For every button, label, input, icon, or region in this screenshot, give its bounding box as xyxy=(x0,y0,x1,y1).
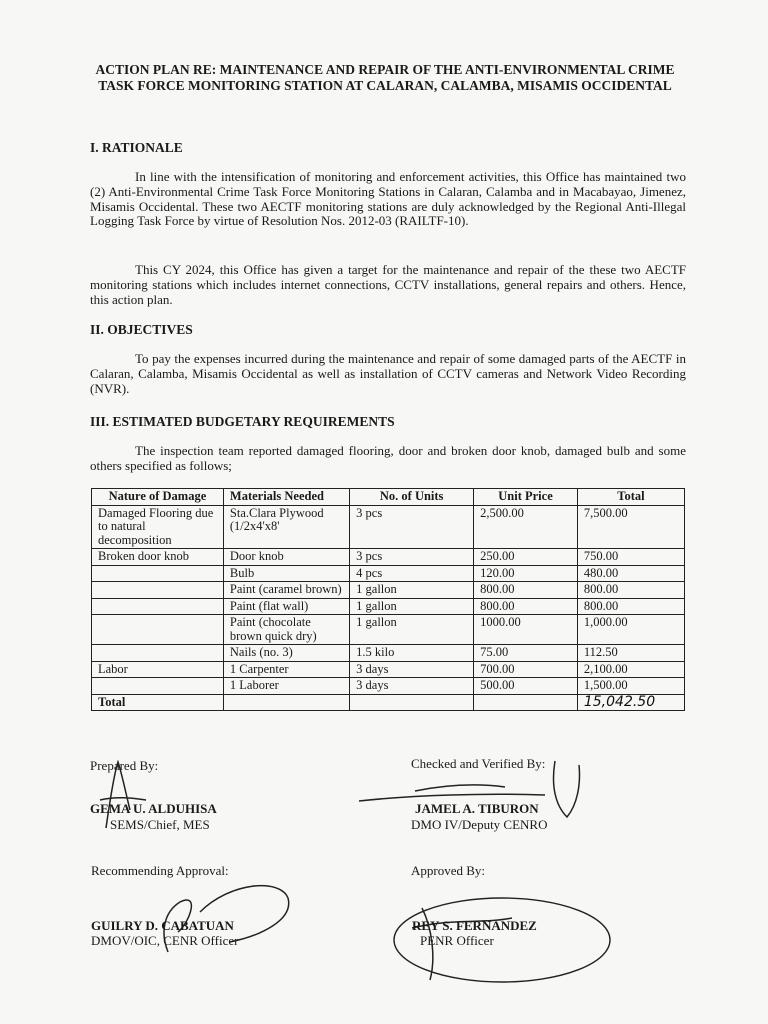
cell-units: 1 gallon xyxy=(350,598,474,615)
cell-damage xyxy=(92,645,224,662)
checked-by-position: DMO IV/Deputy CENRO xyxy=(411,817,548,832)
budget-heading: III. ESTIMATED BUDGETARY REQUIREMENTS xyxy=(90,414,395,429)
checked-by-label: Checked and Verified By: xyxy=(411,756,546,771)
cell-damage: Labor xyxy=(92,661,224,678)
recommending-approval-label: Recommending Approval: xyxy=(91,863,229,878)
table-row xyxy=(92,582,685,599)
cell-unit-price: 500.00 xyxy=(474,678,578,695)
objectives-heading: II. OBJECTIVES xyxy=(90,322,193,337)
total-label: Total xyxy=(92,694,224,711)
empty-cell xyxy=(223,694,349,711)
header-total: Total xyxy=(577,489,684,506)
cell-damage xyxy=(92,615,224,645)
budget-table xyxy=(91,488,685,711)
budget-header-row xyxy=(92,489,685,506)
document-title: ACTION PLAN RE: MAINTENANCE AND REPAIR OF THE ANTI-ENVIRONMENTAL CRIME TASK FORCE MONITORING STATION AT CALARAN, CALAMBA, MISAMIS OCCIDENTAL xyxy=(95,62,675,93)
cell-units: 1 gallon xyxy=(350,582,474,599)
cell-total: 750.00 xyxy=(577,549,684,566)
cell-damage xyxy=(92,565,224,582)
prepared-by-position: SEMS/Chief, MES xyxy=(110,817,210,832)
budget-intro: The inspection team reported damaged flooring, door and broken door knob, damaged bulb and some others specified as follows; xyxy=(90,443,686,473)
cell-total: 800.00 xyxy=(577,598,684,615)
cell-units: 1 gallon xyxy=(350,615,474,645)
table-row xyxy=(92,661,685,678)
cell-damage: Damaged Flooring due to natural decomposition xyxy=(92,505,224,549)
cell-total: 1,000.00 xyxy=(577,615,684,645)
cell-units: 1.5 kilo xyxy=(350,645,474,662)
rationale-heading: I. RATIONALE xyxy=(90,140,183,155)
cell-units: 3 days xyxy=(350,678,474,695)
cell-damage xyxy=(92,582,224,599)
cell-unit-price: 800.00 xyxy=(474,582,578,599)
header-materials-needed: Materials Needed xyxy=(223,489,349,506)
cell-total: 480.00 xyxy=(577,565,684,582)
cell-material: Paint (chocolate brown quick dry) xyxy=(223,615,349,645)
approved-by-position: PENR Officer xyxy=(420,933,494,948)
objectives-paragraph: To pay the expenses incurred during the maintenance and repair of some damaged parts of the AECTF in Calaran, Calamba, Misamis Occidental as well as installation of CCTV cameras and Network Video Recording (NVR). xyxy=(90,351,686,396)
cell-material: Paint (caramel brown) xyxy=(223,582,349,599)
checked-by-name: JAMEL A. TIBURON xyxy=(415,801,539,816)
cell-unit-price: 1000.00 xyxy=(474,615,578,645)
cell-damage: Broken door knob xyxy=(92,549,224,566)
cell-unit-price: 2,500.00 xyxy=(474,505,578,549)
cell-material: Sta.Clara Plywood (1/2x4'x8' xyxy=(223,505,349,549)
cell-units: 3 days xyxy=(350,661,474,678)
handwritten-total: 15,042.50 xyxy=(577,694,684,711)
rationale-paragraph-2: This CY 2024, this Office has given a target for the maintenance and repair of the these two AECTF monitoring stations which includes internet connections, CCTV installations, general repairs and others. Hence, this action plan. xyxy=(90,262,686,307)
empty-cell xyxy=(474,694,578,711)
cell-material: 1 Laborer xyxy=(223,678,349,695)
recommending-position: DMOV/OIC, CENR Officer xyxy=(91,933,239,948)
cell-total: 2,100.00 xyxy=(577,661,684,678)
table-row xyxy=(92,565,685,582)
cell-material: Nails (no. 3) xyxy=(223,645,349,662)
cell-material: Paint (flat wall) xyxy=(223,598,349,615)
recommending-name: GUILRY D. CABATUAN xyxy=(91,918,234,933)
cell-total: 7,500.00 xyxy=(577,505,684,549)
cell-material: 1 Carpenter xyxy=(223,661,349,678)
cell-total: 112.50 xyxy=(577,645,684,662)
rationale-paragraph-1: In line with the intensification of monitoring and enforcement activities, this Office has maintained two (2) Anti-Environmental Crime Task Force Monitoring Stations in Calaran, Calamba and in Macabayao, Jimenez, Misamis Occidental. These two AECTF monitoring stations are duly acknowledged by the Regional Anti-Illegal Logging Task Force by virtue of Resolution Nos. 2012-03 (RAILTF-10). xyxy=(90,169,686,229)
prepared-by-label: Prepared By: xyxy=(90,758,159,773)
cell-unit-price: 75.00 xyxy=(474,645,578,662)
cell-unit-price: 800.00 xyxy=(474,598,578,615)
cell-material: Door knob xyxy=(223,549,349,566)
header-no-of-units: No. of Units xyxy=(350,489,474,506)
cell-units: 3 pcs xyxy=(350,549,474,566)
approved-by-label: Approved By: xyxy=(411,863,486,878)
cell-unit-price: 250.00 xyxy=(474,549,578,566)
cell-damage xyxy=(92,678,224,695)
total-row xyxy=(92,694,685,711)
cell-units: 3 pcs xyxy=(350,505,474,549)
table-row xyxy=(92,645,685,662)
empty-cell xyxy=(350,694,474,711)
header-unit-price: Unit Price xyxy=(474,489,578,506)
table-row xyxy=(92,615,685,645)
cell-units: 4 pcs xyxy=(350,565,474,582)
cell-unit-price: 120.00 xyxy=(474,565,578,582)
cell-material: Bulb xyxy=(223,565,349,582)
cell-total: 1,500.00 xyxy=(577,678,684,695)
cell-total: 800.00 xyxy=(577,582,684,599)
cell-damage xyxy=(92,598,224,615)
table-row xyxy=(92,598,685,615)
cell-unit-price: 700.00 xyxy=(474,661,578,678)
prepared-by-name: GEMA U. ALDUHISA xyxy=(90,801,217,816)
header-nature-of-damage: Nature of Damage xyxy=(92,489,224,506)
table-row xyxy=(92,678,685,695)
approved-by-name: REY S. FERNANDEZ xyxy=(412,918,537,933)
table-row xyxy=(92,549,685,566)
table-row xyxy=(92,505,685,549)
